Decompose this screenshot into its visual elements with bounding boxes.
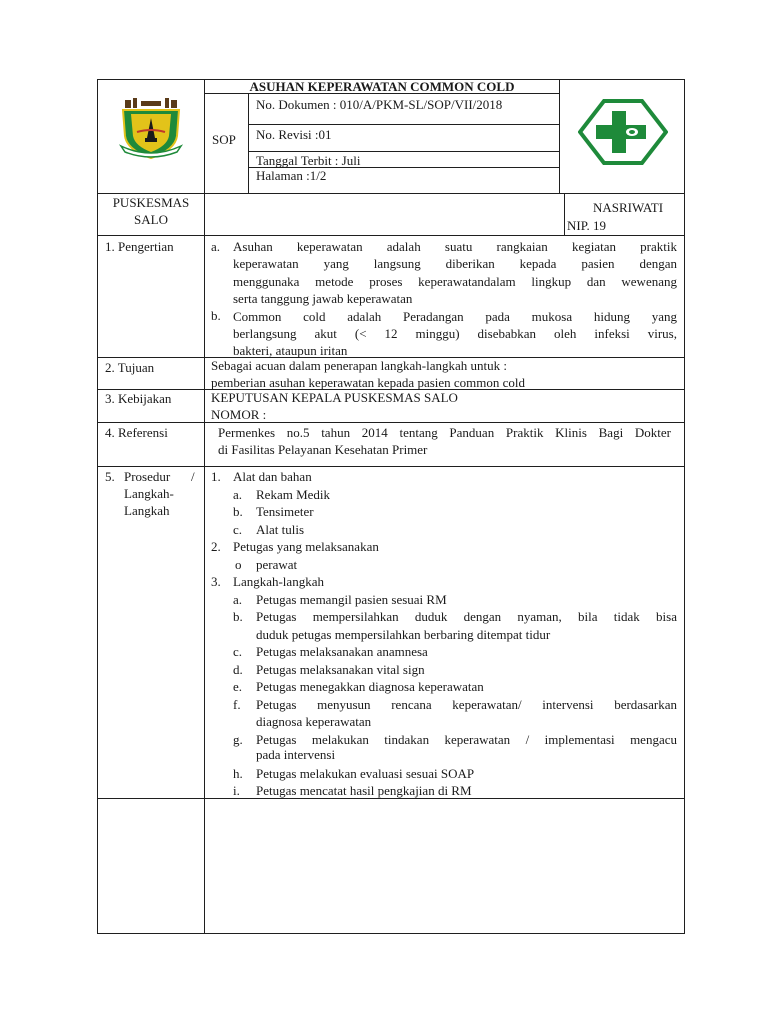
sop-column-divider [248,93,249,194]
document-number: No. Dokumen : 010/A/PKM-SL/SOP/VII/2018 [256,97,503,112]
row-divider [97,466,685,467]
page-number: Halaman :1/2 [256,168,327,183]
procedure-step-continuation: pada intervensi [256,747,336,762]
list-marker: a. [233,486,243,502]
procedure-item: Rekam Medik [256,486,331,502]
list-marker: b. [233,609,243,624]
organization-name-line2: SALO [134,212,168,227]
procedure-step: Petugas melakukan evaluasi sesuai SOAP [256,765,475,781]
procedure-item: Alat tulis [256,521,305,537]
procedure-heading: Petugas yang melaksanakan [233,539,379,554]
list-marker: o [235,556,242,572]
section-label-prosedur: Langkah [124,503,170,518]
tujuan-text: pemberian asuhan keperawatan kepada pasien common cold [211,375,526,390]
definition-a-line: menggunaka metode proses keperawatandalam lingkup dan wewenang [233,273,677,289]
section-label-tujuan: 2. Tujuan [105,360,155,375]
issue-date: Tanggal Terbit : Juli [256,153,361,168]
signer-name: NASRIWATI [593,200,664,215]
definition-a-line: serta tanggung jawab keperawatan [233,291,413,307]
table-border-right [684,79,685,934]
procedure-step: Petugas melaksanakan vital sign [256,661,425,677]
header-row-divider [248,124,560,125]
procedure-item: Tensimeter [256,504,314,519]
referensi-text: Permenkes no.5 tahun 2014 tentang Panduan Praktik Klinis Bagi Dokter [218,425,671,440]
list-marker: a. [211,239,221,254]
list-marker: b. [233,504,243,519]
procedure-step: Petugas melaksanakan anamnesa [256,644,428,659]
list-marker: h. [233,765,243,781]
procedure-step-continuation: duduk petugas mempersilahkan berbaring ditempat tidur [256,626,551,642]
procedure-heading: Alat dan bahan [233,469,312,484]
section-label-kebijakan: 3. Kebijakan [105,391,172,406]
section-label-prosedur: Langkah- [124,486,174,501]
row-divider [97,422,685,423]
section-label-prosedur: Prosedur [124,469,171,484]
list-marker: 1. [211,469,221,484]
kebijakan-text: KEPUTUSAN KEPALA PUSKESMAS SALO [211,390,458,405]
header-org-row-bottom [97,235,685,236]
procedure-item: perawat [256,556,298,572]
puskesmas-green-cross-logo [578,99,668,165]
procedure-step: Petugas menegakkan diagnosa keperawatan [256,679,484,694]
procedure-step: Petugas mempersilahkan duduk dengan nyaman, bila tidak bisa [256,609,677,624]
definition-b-line: berlangsung akut (< 12 minggu) disebabkan oleh infeksi virus, [233,326,677,341]
section-label-pengertian: 1. Pengertian [105,239,174,254]
table-border-bottom [97,933,685,934]
list-marker: i. [233,782,240,798]
section-label-prosedur-slash: / [191,469,195,484]
procedure-heading: Langkah-langkah [233,574,324,589]
procedure-step: Petugas melakukan tindakan keperawatan / implementasi mengacu [256,731,677,747]
list-marker: c. [233,521,243,537]
definition-a-line: Asuhan keperawatan adalah suatu rangkaian kegiatan praktik [233,239,677,254]
list-marker: a. [233,591,243,607]
section-label-referensi: 4. Referensi [105,425,168,440]
section-label-prosedur-number: 5. [105,469,115,484]
definition-b-line: bakteri, ataupun iritan [233,343,348,359]
signer-nip: NIP. 19 [567,218,607,233]
tujuan-text: Sebagai acuan dalam penerapan langkah-langkah untuk : [211,358,507,373]
procedure-step: Petugas memangil pasien sesuai RM [256,591,447,607]
list-marker: e. [233,679,243,694]
list-marker: c. [233,644,243,659]
list-marker: g. [233,731,243,747]
document-title: ASUHAN KEPERAWATAN COMMON COLD [249,79,515,94]
signer-cell-divider [564,193,565,236]
procedure-step: Petugas mencatat hasil pengkajian di RM [256,782,472,798]
list-marker: f. [233,696,241,712]
revision-number: No. Revisi :01 [256,127,332,142]
list-marker: d. [233,661,243,677]
list-marker: 3. [211,574,221,589]
procedure-step-continuation: diagnosa keperawatan [256,714,372,729]
definition-b-line: Common cold adalah Peradangan pada mukosa hidung yang [233,308,677,324]
procedure-step: Petugas menyusun rencana keperawatan/ intervensi berdasarkan [256,696,677,712]
definition-a-line: keperawatan yang langsung diberikan kepada pasien dengan [233,256,677,272]
organization-name: PUSKESMAS [112,195,190,210]
header-right-divider [559,79,560,194]
list-marker: 2. [211,539,221,554]
regional-coat-of-arms-logo [115,98,187,160]
sop-label: SOP [212,132,236,147]
kebijakan-text: NOMOR : [211,407,267,422]
referensi-text: di Fasilitas Pelayanan Kesehatan Primer [218,442,428,457]
list-marker: b. [211,308,221,323]
